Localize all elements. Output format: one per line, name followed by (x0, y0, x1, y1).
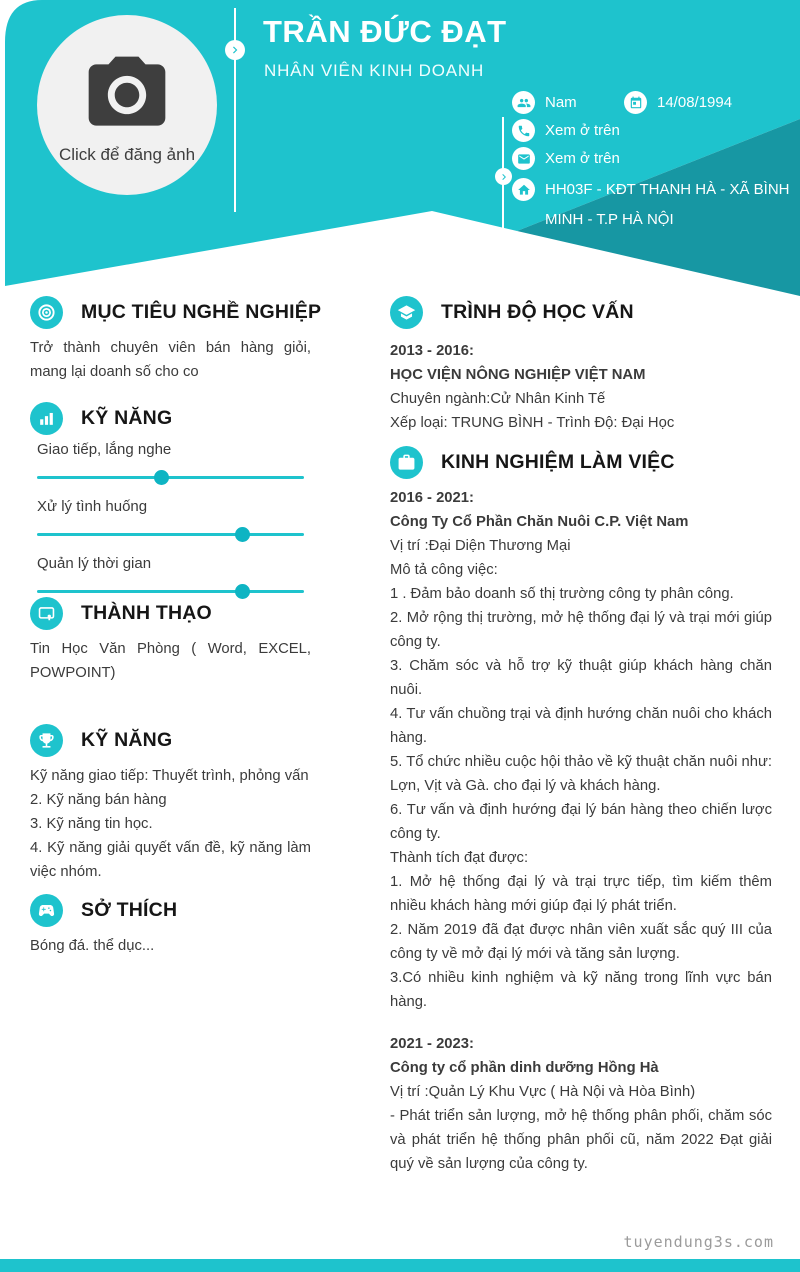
job-line: 5. Tổ chức nhiều cuộc hội thảo về kỹ thuật chăn nuôi như: Lợn, Vịt và Gà. cho đại lý và khách hàng. (390, 754, 772, 794)
section-title: MỤC TIÊU NGHỀ NGHIỆP (81, 301, 322, 323)
job-line: 6. Tư vấn và định hướng đại lý bán hàng theo chiến lược công ty. (390, 802, 772, 842)
job-line: - Phát triển sản lượng, mở hệ thống phân phối, chăm sóc và phát triển hệ thống phân phối cũ, năm 2022 Đạt giải quý về sản lượng của công ty. (390, 1108, 772, 1172)
slider-track (37, 590, 304, 593)
skill-item (37, 442, 304, 485)
job-line: 1 . Đảm bảo doanh số thị trường công ty phân công. (390, 586, 734, 602)
slider-track (37, 533, 304, 536)
graduation-cap-icon (390, 296, 423, 329)
skill-list-item: 3. Kỹ năng tin học. (30, 816, 153, 832)
envelope-icon (512, 147, 535, 170)
section-title: KỸ NĂNG (81, 729, 173, 751)
slider-track (37, 476, 304, 479)
skill-label: Xử lý tình huống (37, 498, 148, 515)
education-grade: Xếp loại: TRUNG BÌNH - Trình Độ: Đại Học (390, 415, 675, 431)
footer-bar (0, 1259, 800, 1272)
job-line: 1. Mở hệ thống đại lý và trại trực tiếp, tìm kiếm thêm nhiều khách hàng mới giúp đại lý phát triển. (390, 874, 772, 914)
section-objective (30, 296, 322, 384)
email-row (512, 147, 620, 170)
job-period: 2016 - 2021: (390, 490, 474, 506)
email-value: Xem ở trên (545, 150, 620, 167)
job-line: Thành tích đạt được: (390, 850, 529, 866)
section-hobbies (30, 894, 311, 959)
gender-value: Nam (545, 94, 577, 111)
section-education (390, 296, 772, 435)
job-entry (390, 486, 772, 1014)
certificate-icon (30, 597, 63, 630)
section-skills-2 (30, 724, 311, 884)
skill-item (37, 556, 304, 599)
skill-list-item: Kỹ năng giao tiếp: Thuyết trình, phỏng vấn (30, 768, 309, 784)
camera-icon (75, 49, 179, 141)
job-line: 2. Năm 2019 đã đạt được nhân viên xuất sắc quý III của công ty về mở đại lý mới và tăng sản lượng. (390, 922, 772, 962)
skill-label: Quản lý thời gian (37, 555, 152, 572)
header-divider-line (234, 8, 236, 212)
section-title: KỸ NĂNG (81, 407, 173, 429)
job-line: Vị trí :Quản Lý Khu Vực ( Hà Nội và Hòa Bình) (390, 1084, 696, 1100)
job-line: Vị trí :Đại Diện Thương Mại (390, 538, 571, 554)
chevron-right-icon (225, 40, 245, 60)
skill-list-item: 2. Kỹ năng bán hàng (30, 792, 167, 808)
skill-label: Giao tiếp, lắng nghe (37, 441, 172, 458)
calendar-icon (624, 91, 647, 114)
education-major: Chuyên ngành:Cử Nhân Kinh Tế (390, 391, 606, 407)
job-line: 3.Có nhiều kinh nghiệm và kỹ năng trong lĩnh vực bán hàng. (390, 970, 772, 1010)
section-experience (390, 446, 772, 1176)
briefcase-icon (390, 446, 423, 479)
photo-upload-placeholder[interactable] (37, 15, 217, 195)
education-period: 2013 - 2016: (390, 343, 474, 359)
hobbies-text: Bóng đá. thể dục... (30, 938, 155, 954)
info-divider-line (502, 117, 504, 277)
skill-slider[interactable] (37, 470, 304, 485)
objective-text: Trở thành chuyên viên bán hàng giỏi, mang lại doanh số cho co (30, 340, 311, 380)
job-line: 2. Mở rộng thị trường, mở hệ thống đại lý và trại mới giúp công ty. (390, 610, 772, 650)
bar-chart-icon (30, 402, 63, 435)
skill-item (37, 499, 304, 542)
job-line: Mô tả công việc: (390, 562, 498, 578)
phone-row (512, 119, 620, 142)
watermark: tuyendung3s.com (623, 1233, 774, 1251)
job-entry (390, 1032, 772, 1176)
gamepad-icon (30, 894, 63, 927)
section-title: SỞ THÍCH (81, 899, 178, 921)
job-line: 3. Chăm sóc và hỗ trợ kỹ thuật giúp khách hàng chăn nuôi. (390, 658, 772, 698)
gender-row (512, 91, 577, 114)
slider-knob[interactable] (235, 527, 250, 542)
job-period: 2021 - 2023: (390, 1036, 474, 1052)
chevron-right-icon (495, 168, 512, 185)
target-icon (30, 296, 63, 329)
home-icon (512, 178, 535, 201)
candidate-job-title: NHÂN VIÊN KINH DOANH (264, 61, 485, 80)
phone-value: Xem ở trên (545, 122, 620, 139)
photo-upload-label: Click để đăng ảnh (58, 145, 196, 164)
address-row (512, 178, 795, 235)
skill-slider[interactable] (37, 527, 304, 542)
candidate-name: TRẦN ĐỨC ĐẠT (263, 14, 507, 49)
job-company: Công ty cổ phần dinh dưỡng Hồng Hà (390, 1060, 659, 1076)
section-title: TRÌNH ĐỘ HỌC VẤN (441, 301, 634, 323)
section-title: THÀNH THẠO (81, 602, 212, 624)
slider-knob[interactable] (154, 470, 169, 485)
phone-icon (512, 119, 535, 142)
proficiency-text: Tin Học Văn Phòng ( Word, EXCEL, POWPOINT) (30, 641, 311, 681)
address-value: HH03F - KĐT THANH HÀ - XÃ BÌNH MINH - T.P HÀ NỘI (545, 181, 790, 228)
section-title: KINH NGHIỆM LÀM VIỆC (441, 451, 675, 473)
job-company: Công Ty Cổ Phần Chăn Nuôi C.P. Việt Nam (390, 514, 689, 530)
section-proficiency (30, 597, 311, 685)
skill-list-item: 4. Kỹ năng giải quyết vấn đề, kỹ năng làm việc nhóm. (30, 840, 311, 880)
trophy-icon (30, 724, 63, 757)
job-line: 4. Tư vấn chuồng trại và định hướng chăn nuôi cho khách hàng. (390, 706, 772, 746)
section-skills (30, 402, 311, 613)
dob-value: 14/08/1994 (657, 94, 733, 111)
people-icon (512, 91, 535, 114)
education-school: HỌC VIỆN NÔNG NGHIỆP VIỆT NAM (390, 367, 646, 383)
dob-row (624, 91, 732, 114)
